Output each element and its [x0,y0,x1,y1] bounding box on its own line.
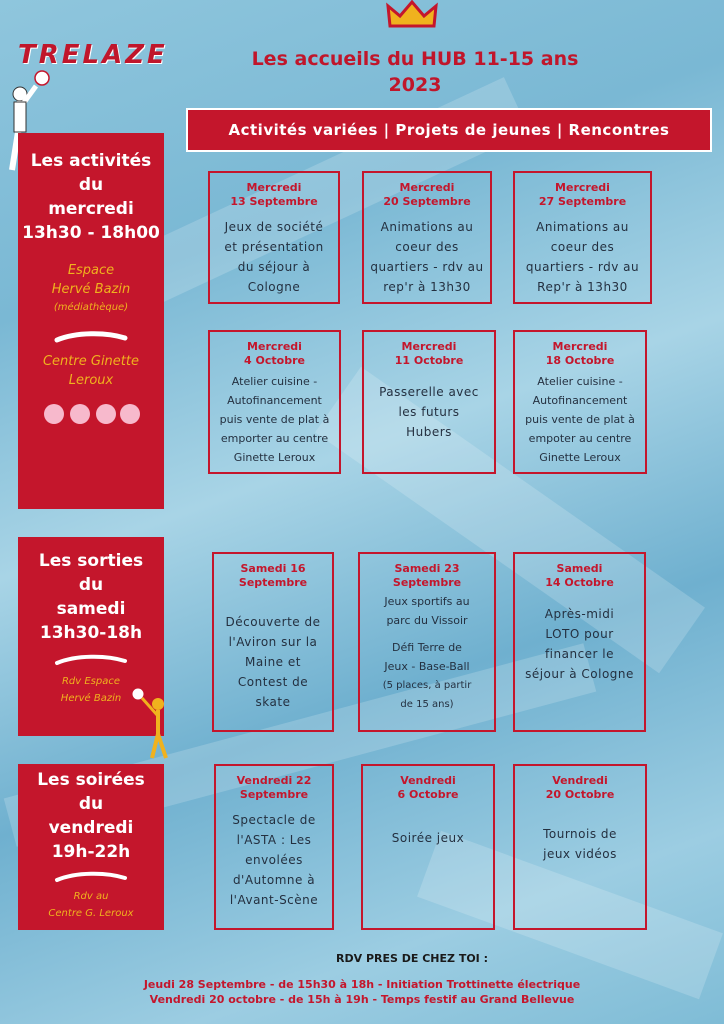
event-description: Jeux de société [224,220,324,234]
brush-stroke-divider [51,326,131,352]
event-date: 11 Octobre [394,354,464,367]
rdv-location: Centre G. Leroux [48,908,134,919]
vendredi-heading-1: Les soirées [37,770,145,790]
rdv-location: Rdv Espace [61,676,121,687]
event-description: coeur des [550,240,615,254]
event-description: les futurs [398,405,460,419]
event-description: Animations au [380,220,474,234]
mercredi-heading-3: mercredi [48,199,134,219]
event-description: puis vente de plat à [525,413,635,426]
event-description: Animations au [536,220,629,234]
rdv-event-line: Jeudi 28 Septembre - de 15h30 à 18h - Initiation Trottinette électrique [143,978,581,991]
event-description: emporter au centre [220,432,329,445]
event-description: Hubers [406,425,452,439]
location-label: Hervé Bazin [51,282,131,297]
event-date: Mercredi [399,181,455,194]
event-description: Jeux - Base-Ball [384,660,470,673]
event-description: Autofinancement [532,394,628,407]
event-description: Atelier cuisine - [231,375,318,388]
event-description: empoter au centre [528,432,632,445]
rdv-location: Rdv au [73,891,109,902]
event-date: Samedi 23 [394,562,460,575]
event-date: Vendredi 22 [236,774,312,787]
event-description: Autofinancement [227,394,322,407]
samedi-heading-2: du [78,575,104,595]
event-date: Samedi 16 [240,562,306,575]
event-description: puis vente de plat à [219,413,330,426]
event-description: rep'r à 13h30 [383,280,471,294]
event-card [208,330,341,474]
event-date: 6 Octobre [397,788,459,801]
event-card [513,764,647,930]
event-description: Atelier cuisine - [537,375,623,388]
samedi-heading-3: samedi [56,599,126,619]
event-description: l'Avant-Scène [229,893,319,907]
event-date: 13 Septembre [230,195,318,208]
cloud-decoration [36,398,146,428]
event-date: Mercredi [246,181,302,194]
event-date: Vendredi [400,774,456,787]
event-card [513,171,652,304]
graffiti-artist-illustration [126,686,182,762]
event-description: Découverte de [225,615,321,629]
event-description: l'Aviron sur la [228,635,318,649]
crown-icon [386,0,438,32]
location-label: Centre Ginette [42,354,139,369]
mercredi-heading-1: Les activités [30,151,152,171]
event-card [362,330,496,474]
event-date: Mercredi [552,340,608,353]
event-card [513,552,646,732]
mercredi-heading-2: du [78,175,104,195]
event-description: Défi Terre de [392,641,462,654]
activities-banner: Activités variées | Projets de jeunes | Rencontres [186,108,712,152]
trelaze-logo: TRELAZE [18,40,168,70]
event-date: 14 Octobre [545,576,614,589]
vendredi-panel [18,764,164,930]
event-date: 18 Octobre [545,354,615,367]
brush-stroke-divider [51,868,131,888]
event-date: Septembre [238,576,308,589]
event-description: de 15 ans) [400,699,454,710]
event-description: parc du Vissoir [386,614,468,627]
event-date: 27 Septembre [538,195,627,208]
event-description: Maine et [245,655,301,669]
event-description: envolées [245,853,303,867]
event-description: Jeux sportifs au [384,595,470,608]
event-description: Tournois de [543,827,617,841]
event-card [361,764,495,930]
event-card [214,764,334,930]
event-card [208,171,340,304]
event-date: Septembre [239,788,309,801]
samedi-hours: 13h30-18h [39,623,143,643]
location-label: (médiathèque) [53,302,129,313]
event-description: Contest de [237,675,309,689]
event-description: financer le [544,647,615,661]
event-description: du séjour à [237,260,311,274]
event-date: 20 Octobre [545,788,615,801]
event-card [358,552,496,732]
event-date: Septembre [392,576,462,589]
rdv-heading: RDV PRES DE CHEZ TOI : [336,952,488,965]
event-date: 20 Septembre [383,195,471,208]
event-description: et présentation [224,240,324,254]
brush-stroke-divider [51,651,131,673]
event-description: coeur des [395,240,459,254]
vendredi-heading-2: du [78,794,104,814]
event-description: Ginette Leroux [233,451,316,464]
event-date: Mercredi [247,340,302,353]
title-line-2: 2023 [388,74,442,96]
event-description: quartiers - rdv au [525,260,640,274]
event-description: séjour à Cologne [525,667,634,681]
event-card [212,552,334,732]
location-label: Leroux [68,373,114,388]
vendredi-hours: 19h-22h [51,842,131,862]
event-description: l'ASTA : Les [236,833,312,847]
event-description: skate [255,695,291,709]
event-card [513,330,647,474]
event-description: jeux vidéos [543,847,617,861]
vendredi-heading-3: vendredi [48,818,134,838]
event-description: quartiers - rdv au [370,260,484,274]
samedi-heading-1: Les sorties [38,551,144,571]
event-description: d'Automne à [232,873,316,887]
title-line-1: Les accueils du HUB 11-15 ans [251,48,579,70]
event-date: Samedi [556,562,603,575]
event-description: (5 places, à partir [382,680,472,691]
rdv-event-line: Vendredi 20 octobre - de 15h à 19h - Temps festif au Grand Bellevue [149,993,575,1006]
mercredi-panel [18,133,164,509]
event-description: LOTO pour [545,627,614,641]
event-date: Mercredi [401,340,457,353]
mercredi-hours: 13h30 - 18h00 [22,223,160,243]
event-date: 4 Octobre [244,354,305,367]
event-date: Mercredi [555,181,610,194]
event-description: Passerelle avec [379,385,479,399]
page-title [230,46,600,98]
event-description: Cologne [247,280,301,294]
event-card [362,171,492,304]
event-description: Rep'r à 13h30 [537,280,628,294]
rdv-location: Hervé Bazin [60,693,122,704]
location-label: Espace [67,263,115,278]
event-date: Vendredi [552,774,608,787]
event-description: Après-midi [544,607,615,621]
event-description: Spectacle de [232,813,316,827]
event-description: Soirée jeux [391,831,465,845]
event-description: Ginette Leroux [539,451,621,464]
